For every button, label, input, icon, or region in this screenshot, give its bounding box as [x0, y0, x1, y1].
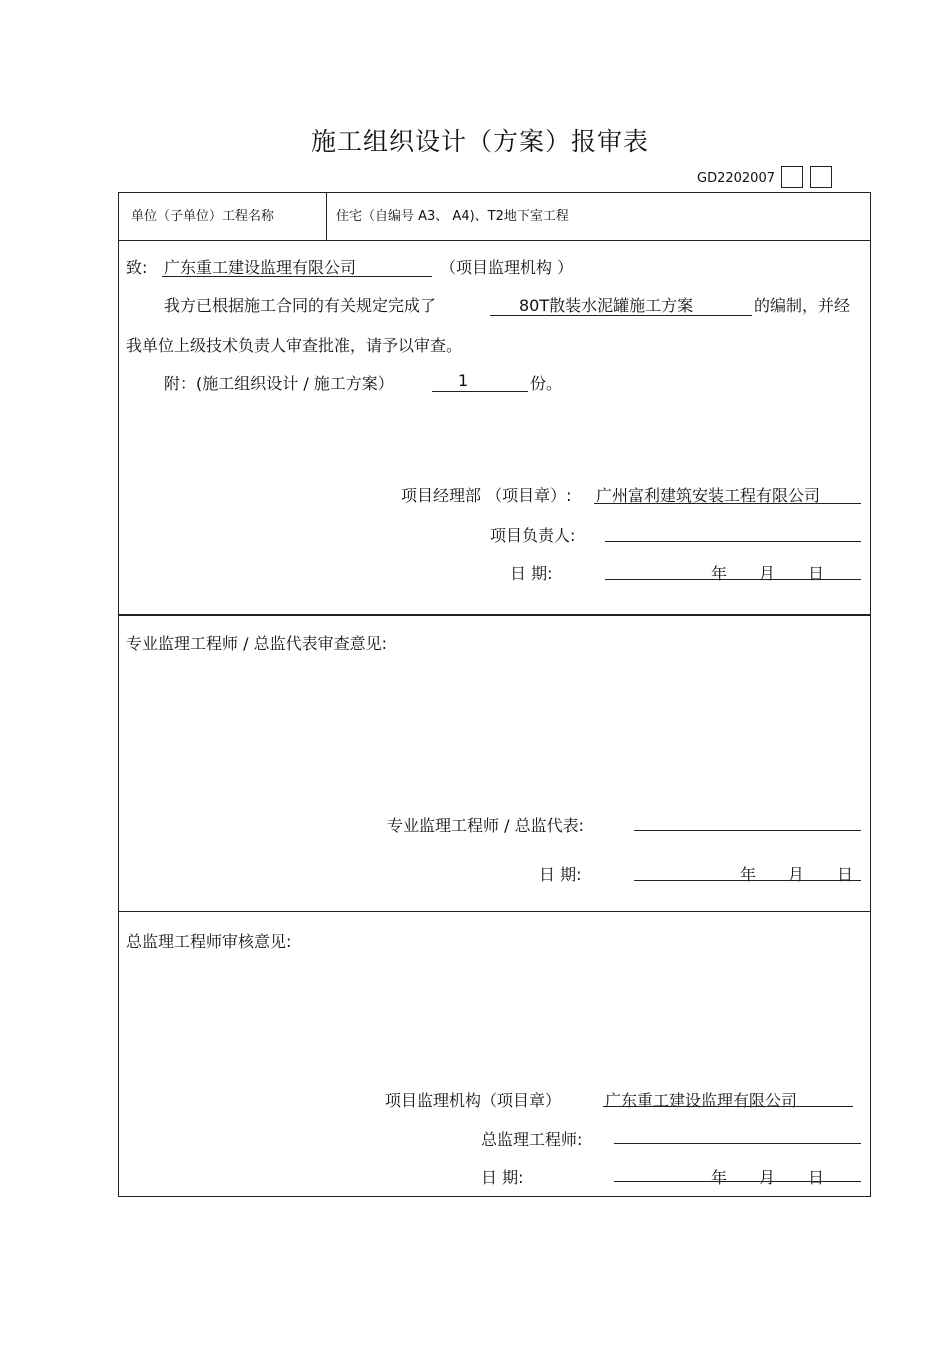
chief-date-year: 年 [711, 1168, 728, 1187]
attachment-count: 1 [458, 371, 469, 390]
checkbox-1[interactable] [781, 166, 803, 188]
chief-signature-line[interactable] [614, 1143, 861, 1144]
chief-date-line[interactable] [614, 1181, 861, 1182]
engineer-date-year: 年 [740, 865, 757, 884]
to-underline [162, 276, 432, 277]
supervision-org-value: 广东重工建设监理有限公司 [605, 1091, 798, 1110]
engineer-signature-line[interactable] [634, 830, 861, 831]
to-label: 致: [126, 258, 148, 277]
project-name-label: 单位（子单位）工程名称 [131, 209, 275, 224]
attachment-prefix: 附：(施工组织设计 / 施工方案） [164, 374, 394, 393]
manager-signature-line[interactable] [605, 541, 861, 542]
checkbox-2[interactable] [810, 166, 832, 188]
statement-line2: 我单位上级技术负责人审查批准，请予以审查。 [126, 336, 463, 355]
to-value: 广东重工建设监理有限公司 [164, 258, 357, 277]
submission-date-year: 年 [711, 564, 728, 583]
submission-date-label: 日 期: [510, 564, 553, 583]
dept-underline [594, 503, 861, 504]
engineer-sign-label: 专业监理工程师 / 总监代表: [387, 816, 584, 835]
page-title: 施工组织设计（方案）报审表 [310, 127, 649, 156]
engineer-date-label: 日 期: [539, 865, 582, 884]
chief-label: 总监理工程师: [481, 1130, 583, 1149]
chief-opinion-label: 总监理工程师审核意见: [126, 932, 292, 951]
engineer-date-month: 月 [788, 865, 805, 884]
attachment-underline [432, 391, 528, 392]
statement-prefix: 我方已根据施工合同的有关规定完成了 [164, 296, 437, 315]
dept-value: 广州富利建筑安装工程有限公司 [596, 486, 821, 505]
manager-label: 项目负责人: [490, 526, 576, 545]
submission-date-month: 月 [759, 564, 776, 583]
form-code: GD2202007 [697, 171, 775, 186]
submission-date-day: 日 [808, 564, 825, 583]
attachment-suffix: 份。 [530, 374, 563, 393]
chief-date-label: 日 期: [481, 1168, 524, 1187]
supervision-org-underline [603, 1106, 853, 1107]
engineer-opinion-label: 专业监理工程师 / 总监代表审查意见: [126, 634, 387, 653]
column-divider [326, 192, 327, 240]
project-name-value: 住宅（自编号 A3、 A4)、T2地下室工程 [336, 209, 569, 224]
supervision-org-label: 项目监理机构（项目章） [385, 1091, 562, 1110]
plan-name: 80T散装水泥罐施工方案 [519, 296, 694, 315]
plan-underline [490, 315, 752, 316]
row-divider-1 [118, 240, 871, 241]
submission-date-line[interactable] [605, 579, 861, 580]
statement-suffix: 的编制，并经 [754, 296, 851, 315]
chief-date-day: 日 [808, 1168, 825, 1187]
row-divider-2 [118, 614, 871, 616]
engineer-date-line[interactable] [634, 880, 861, 881]
to-suffix: （项目监理机构 ） [440, 258, 574, 277]
engineer-date-day: 日 [837, 865, 854, 884]
dept-label: 项目经理部 （项目章）: [401, 486, 572, 505]
row-divider-3 [118, 911, 871, 912]
chief-date-month: 月 [759, 1168, 776, 1187]
